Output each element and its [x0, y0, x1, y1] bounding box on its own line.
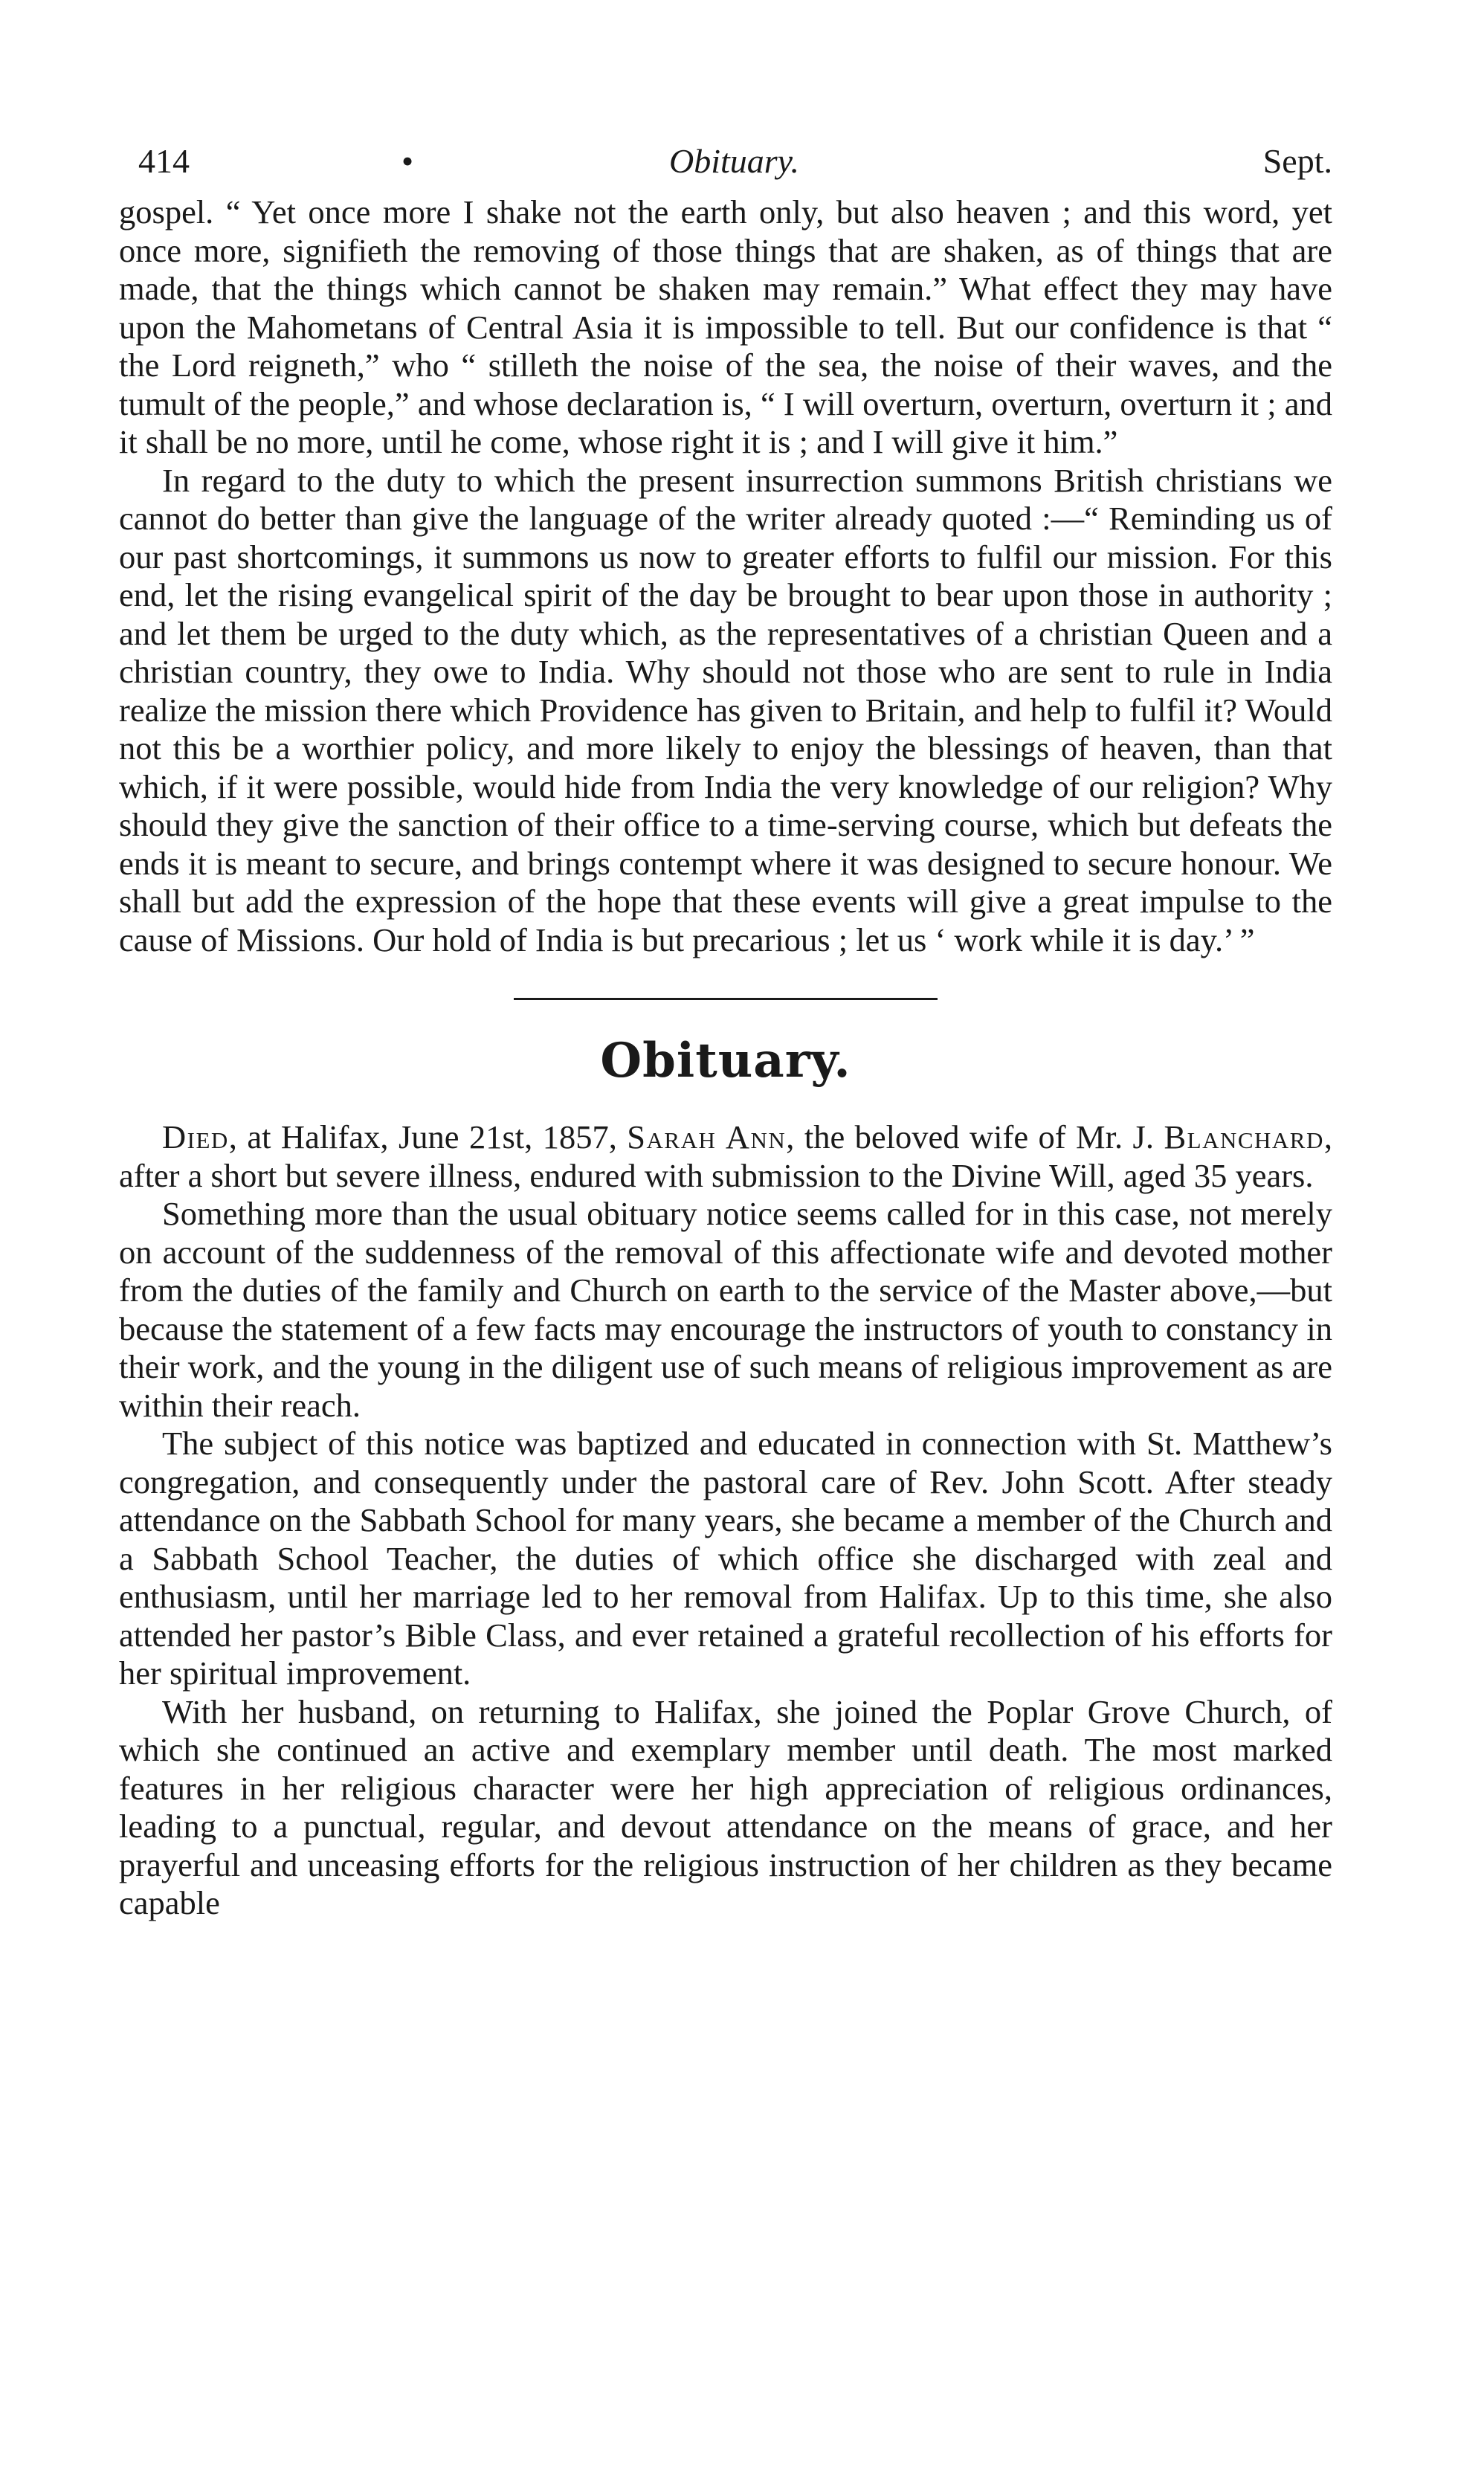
notice-text: , at Halifax, June 21st, 1857, — [228, 1118, 628, 1155]
running-title: Obituary. — [669, 142, 800, 180]
husband-surname: Blanchard — [1164, 1118, 1324, 1155]
obituary-notice — [119, 1118, 1332, 1195]
running-head — [119, 141, 1332, 193]
document-page — [119, 141, 1332, 1923]
article-paragraph: gospel. “ Yet once more I shake not the earth only, but also heaven ; and this word, yet once more, signifieth the removing of those things that are shaken, as of things that are made, that the things which cannot be shaken may remain.” What effect they may have upon the Mahometans of Central Asia it is impossible to tell. But our confidence is that “ the Lord reigneth,” who “ stilleth the noise of the sea, the noise of their waves, and the tumult of the people,” and whose declaration is, “ I will overturn, overturn, overturn it ; and it shall be no more, until he come, whose right it is ; and I will give it him.” — [119, 193, 1332, 460]
obituary-paragraph: Something more than the usual obituary notice seems called for in this case, not merely on account of the suddenness of the removal of this affectionate wife and devoted mother from the duties of the family and Church on earth to the service of the Master above,—but because the statement of a few facts may encourage the instructors of youth to constancy in their work, and the young in the diligent use of such means of religious improvement as are within their reach. — [119, 1195, 1332, 1424]
running-month: Sept. — [1262, 142, 1332, 180]
obituary-text — [119, 1118, 1332, 1923]
section-divider — [514, 998, 938, 1000]
article-text — [119, 193, 1332, 959]
obituary-paragraph: With her husband, on returning to Halifax, she joined the Poplar Grove Church, of which she continued an active and exemplary member until death. The most marked features in her religious character were her high appreciation of religious ordinances, leading to a punctual, regular, and devout attendance on the means of grace, and her prayerful and unceasing efforts for the religious instruction of her children as they became capable — [119, 1692, 1332, 1921]
notice-text: , the beloved wife of Mr. J. — [786, 1118, 1164, 1155]
deceased-name: Sarah Ann — [627, 1118, 787, 1155]
article-paragraph: In regard to the duty to which the present insurrection summons British christians we cannot do better than give the language of the writer already quoted :—“ Reminding us of our past shortcomings, it summons us now to greater efforts to fulfil our mission. For this end, let the rising evangelical spirit of the day be brought to bear upon those in authority ; and let them be urged to the duty which, as the representatives of a christian Queen and a christian country, they owe to India. Why should not those who are sent to rule in India realize the mission there which Providence has given to Britain, and help to fulfil it? Would not this be a worthier policy, and more likely to enjoy the blessings of heaven, than that which, if it were possible, would hide from India the very knowledge of our religion? Why should they give the sanction of their office to a time-serving course, which but defeats the ends it is meant to secure, and brings contempt where it was designed to secure honour. We shall but add the expression of the hope that these events will give a great impulse to the cause of Missions. Our hold of India is but precarious ; let us ‘ work while it is day.’ ” — [119, 461, 1332, 958]
header-dot: • — [401, 142, 414, 180]
obituary-heading: Obituary. — [600, 1033, 851, 1089]
notice-text: , after a short but severe illness, endured with submission to the Divine Will, aged 35 years. — [119, 1118, 1332, 1194]
obituary-paragraph: The subject of this notice was baptized and educated in connection with St. Matthew’s congregation, and consequently under the pastoral care of Rev. John Scott. After steady attendance on the Sabbath School for many years, she became a member of the Church and a Sabbath School Teacher, the duties of which office she discharged with zeal and enthusiasm, until her marriage led to her removal from Halifax. Up to this time, she also attended her pastor’s Bible Class, and ever retained a grateful recollection of his efforts for her spiritual improvement. — [119, 1425, 1332, 1692]
died-word: Died — [162, 1118, 229, 1155]
page-number: 414 — [138, 142, 190, 180]
